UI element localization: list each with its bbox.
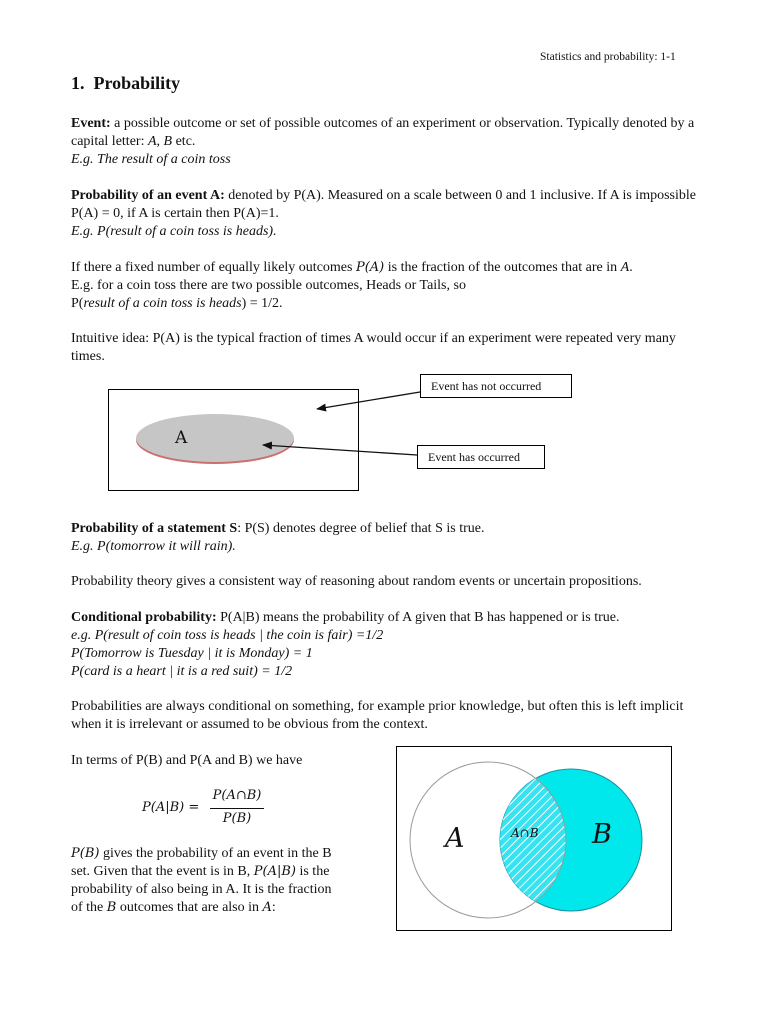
prob-event-example: E.g. P(result of a coin toss is heads). [71,224,277,239]
formula-numerator: P(A∩B) [212,788,262,803]
section-title [71,74,180,92]
conditional-example: e.g. P(result of coin toss is heads | the coin is fair) =1/2 [71,628,384,643]
event-example: E.g. The result of a coin toss [71,152,231,167]
event-diagram-svg [109,390,360,492]
conditional-example: P(Tomorrow is Tuesday | it is Monday) = 1 [71,646,313,661]
venn-label-intersection: A∩B [511,826,539,840]
statement-term: Probability of a statement S [71,521,238,536]
callout-occurred: Event has occurred [417,445,545,469]
intuitive-paragraph: Intuitive idea: P(A) is the typical fraction of times A would occur if an experiment were repeated very many times. [71,331,676,364]
conditional-paragraph: Conditional probability: P(A|B) means the probability of A given that B has happened or is true. e.g. P(result of coin toss is heads | the coin is fair) =1/2 P(Tomorrow is Tuesday | it is Monday) = 1 P(card is a heart | it is a red suit) = 1/2 [71,609,711,681]
conditional-formula [142,787,272,831]
implicit-paragraph: Probabilities are always conditional on something, for example prior knowledge, but often this is left implicit when it is irrelevant or assumed to be obvious from the context. [71,699,684,732]
pa-math: P(A) [355,260,385,275]
callout-not-occurred: Event has not occurred [420,374,572,398]
prob-event-term: Probability of an event A: [71,188,225,203]
formula-denominator: P(B) [222,811,252,826]
venn-label-b: B [592,819,612,850]
running-header: Statistics and probability: 1-1 [540,51,676,63]
event-paragraph: Event: a possible outcome or set of possible outcomes of an experiment or observation. Typically denoted by a capital letter: A, B etc. E.g. The result of a coin toss [71,115,711,169]
explanation-paragraph: P(B) gives the probability of an event in the B set. Given that the event is in B, P(A|B) is the probability of also being in A. It is the fraction of the B outcomes that are also in A: [71,846,332,915]
section-number: 1. [71,73,85,93]
section-heading: Probability [93,73,181,93]
statement-example: E.g. P(tomorrow it will rain). [71,539,236,554]
venn-diagram-box [396,746,672,931]
event-diagram-box [108,389,359,491]
prob-event-paragraph: Probability of an event A: denoted by P(A). Measured on a scale between 0 and 1 inclusive. If A is impossible P(A) = 0, if A is certain then P(A)=1. E.g. P(result of a coin toss is heads). [71,187,711,241]
event-ellipse [136,414,294,462]
theory-paragraph: Probability theory gives a consistent way of reasoning about random events or uncertain propositions. [71,574,642,589]
fraction-bar [210,808,264,809]
statement-paragraph: Probability of a statement S: P(S) denotes degree of belief that S is true. E.g. P(tomorrow it will rain). [71,520,711,556]
equally-likely-paragraph: If there a fixed number of equally likely outcomes P(A) is the fraction of the outcomes that are in A. E.g. for a coin toss there are two possible outcomes, Heads or Tails, so P(result of a coin toss is heads) = 1/2. [71,260,633,311]
venn-svg [397,747,673,932]
event-set-label: A [175,428,188,448]
event-term: Event: [71,116,111,131]
venn-label-a: A [445,823,465,854]
conditional-term: Conditional probability: [71,610,217,625]
formula-lhs: P(A|B) = [142,800,200,815]
conditional-example: P(card is a heart | it is a red suit) = 1/2 [71,664,293,679]
formula-intro: In terms of P(B) and P(A and B) we have [71,753,303,768]
